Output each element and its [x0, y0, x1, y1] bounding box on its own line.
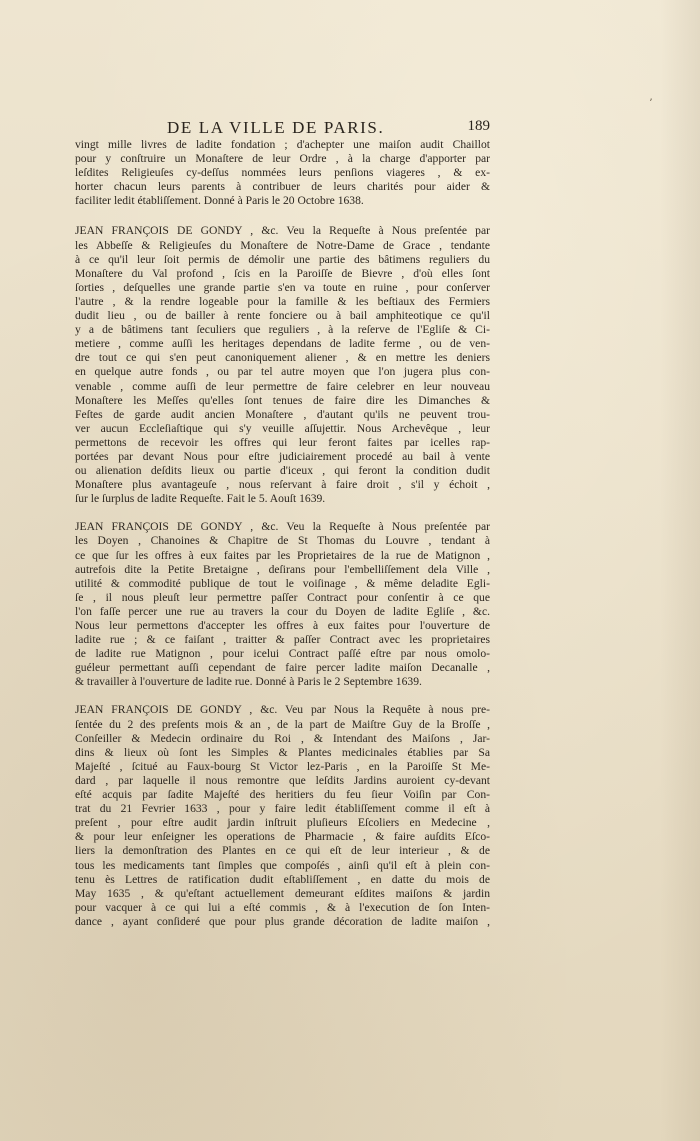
text-line: de ladite rue Matignon , pour icelui Contract paſſé eſtre par nous omolo-	[75, 647, 490, 661]
text-line: vingt mille livres de ladite fondation ; d'achepter une maiſon audit Chaillot	[75, 138, 490, 151]
text-line: autrefois dite la Petite Bretaigne , deſirans pour l'embelliſſement dela Ville ,	[75, 562, 490, 576]
text-line: portées par devant Nous pour eſtre judiciairement procedé au bail à vente	[75, 449, 490, 463]
text-line: tous les medicaments tant ſimples que compoſés , ainſi qu'il eſt à plein con-	[75, 858, 490, 872]
text-line: May 1635 , & qu'eſtant actuellement demeurant eſdites maiſons & jardin	[75, 886, 490, 900]
text-line: les Abbeſſe & Religieuſes du Monaſtere de Notre-Dame de Grace , tendante	[75, 238, 490, 252]
page-number: 189	[467, 118, 490, 134]
text-line: ce que ſur les offres à eux faites par les Proprietaires de la rue de Matignon ,	[75, 548, 490, 562]
paper-speck: ʼ	[649, 98, 653, 109]
text-line: & pour leur enſeigner les operations de Pharmacie , & faire auſdits Eſco-	[75, 830, 490, 844]
paragraph-gap	[75, 208, 490, 224]
text-line: à ce qu'il leur ſoit permis de démolir une partie des bâtimens reguliers du	[75, 252, 490, 266]
text-line: eſté acquis par ſadite Majeſté des heritiers du feu ſieur Voiſin par Con-	[75, 788, 490, 802]
text-line: pour y conſtruire un Monaſtere de leur Ordre , à la charge d'apporter par	[75, 152, 490, 166]
text-line: Monaſtere les Meſſes qu'elles ſont tenues de faire dire les Dimanches &	[75, 393, 490, 407]
paragraph-1	[75, 138, 490, 208]
text-line: dudit lieu , ou de bailler à rente fonciere ou à bail amphiteotique ce qu'il	[75, 309, 490, 323]
page-edge-shadow	[660, 0, 700, 1141]
text-line: metiere , comme auſſi les heritages dependans de ladite ferme , ou de ven-	[75, 337, 490, 351]
text-line: Monaſtere plus avantageuſe , nous reſervant à faire droit , s'il y échoit ,	[75, 478, 490, 492]
text-line: pour vacquer à ce qui lui a eſté commis , & à l'execution de ſon Inten-	[75, 900, 490, 914]
text-line: ſur le ſurplus de ladite Requeſte. Fait le 5. Aouſt 1639.	[75, 492, 326, 506]
text-line: & travailler à l'ouverture de ladite rue. Donné à Paris le 2 Septembre 1639.	[75, 675, 422, 689]
text-line: horter chacun leurs parents à contribuer de leurs charités pour aider &	[75, 180, 490, 194]
text-line: ladite rue ; & ce faiſant , traitter & paſſer Contract avec les proprietaires	[75, 633, 490, 647]
text-line: trat du 21 Fevrier 1633 , pour y faire ledit établiſſement comme il eſt à	[75, 802, 490, 816]
text-line: Feſtes de garde audit ancien Monaſtere , d'autant qu'ils ne peuvent trou-	[75, 407, 490, 421]
text-line: leſdites Religieuſes cy-deſſus nommées leurs penſions viageres , & ex-	[75, 166, 490, 180]
text-line: dre tout ce qui s'en peut canoniquement aliener , & en mettre les deniers	[75, 351, 490, 365]
text-line: utilité & commodité publique de tout le voiſinage , & même deladite Egli-	[75, 576, 490, 590]
text-line: dard , par laquelle il nous remontre que leſdits Jardins auroient cy-devant	[75, 773, 490, 787]
paragraph-2	[75, 224, 490, 506]
text-line: ſe , il nous pleuſt leur permettre paſſer Contract pour conſentir à ce que	[75, 590, 490, 604]
text-line: preſent , pour eſtre audit jardin inſtruit pluſieurs Eſcoliers en Medecine ,	[75, 816, 490, 830]
text-line: Majeſté , ſcitué au Faux-bourg St Victor lez-Paris , en la Paroiſſe St Me-	[75, 759, 490, 773]
text-line: venable , comme auſſi de leur permettre de faire celebrer en leur nouveau	[75, 379, 490, 393]
text-line: ſorties , deſquelles une grande partie s'en va toute en ruine , pour conſerver	[75, 280, 490, 294]
text-line: JEAN FRANÇOIS DE GONDY , &c. Veu par Nous la Requête à nous pre-	[75, 703, 490, 717]
text-line: dins & lieux où ſont les Simples & Plantes medicinales établies par Sa	[75, 745, 490, 759]
text-line: en quelque autre fonds , ou par tel autre moyen que l'on jugera plus con-	[75, 365, 490, 379]
text-line: Monaſtere du Val profond , ſcis en la Paroiſſe de Bievre , d'où elles ſont	[75, 266, 490, 280]
paragraph-3	[75, 520, 490, 689]
text-line: JEAN FRANÇOIS DE GONDY , &c. Veu la Requeſte à Nous preſentée par	[75, 520, 490, 534]
text-line: permettons de recevoir les offres qui leur feront faites par icelles rap-	[75, 435, 490, 449]
text-line: les Doyen , Chanoines & Chapitre de St Thomas du Louvre , tendant à	[75, 534, 490, 548]
text-line: ver aucun Eccleſiaſtique qui s'y veuille aſſujettir. Nous Archevêque , leur	[75, 421, 490, 435]
text-line: liers la demonſtration des Plantes en ce qui eſt de leur interieur , & de	[75, 844, 490, 858]
text-block	[75, 138, 490, 929]
paragraph-4	[75, 703, 490, 929]
text-line: dance , ayant conſideré que pour plus grande décoration de ladite maiſon ,	[75, 914, 490, 928]
paragraph-gap	[75, 689, 490, 703]
text-line: guéleur permettant auſſi cependant de faire percer ladite maiſon Decanalle ,	[75, 661, 490, 675]
text-line: ſentée du 2 des preſents mois & an , de la part de Maiſtre Guy de la Broſſe ,	[75, 717, 490, 731]
text-line: l'on faſſe percer une rue au travers la cour du Doyen de ladite Egliſe , &c.	[75, 604, 490, 618]
text-line: Conſeiller & Medecin ordinaire du Roi , & Intendant des Maiſons , Jar-	[75, 731, 490, 745]
text-line: l'autre , & la rendre logeable pour la famille & les beſtiaux des Fermiers	[75, 294, 490, 308]
running-head: DE LA VILLE DE PARIS.	[167, 118, 385, 137]
text-line: y a de bâtimens tant ſeculiers que reguliers , à la reſerve de l'Egliſe & Ci-	[75, 323, 490, 337]
text-line: ou alienation deſdits lieux ou partie d'iceux , qui feront la condition dudit	[75, 464, 490, 478]
text-line: Nous leur permettons d'accepter les offres à eux faites pour l'ouverture de	[75, 619, 490, 632]
text-line: tenu ès Lettres de ratification dudit eſtabliſſement , en datte du mois de	[75, 872, 490, 886]
paragraph-gap	[75, 506, 490, 520]
text-line: faciliter ledit établiſſement. Donné à Paris le 20 Octobre 1638.	[75, 194, 364, 208]
text-line: JEAN FRANÇOIS DE GONDY , &c. Veu la Requeſte à Nous preſentée par	[75, 224, 490, 238]
